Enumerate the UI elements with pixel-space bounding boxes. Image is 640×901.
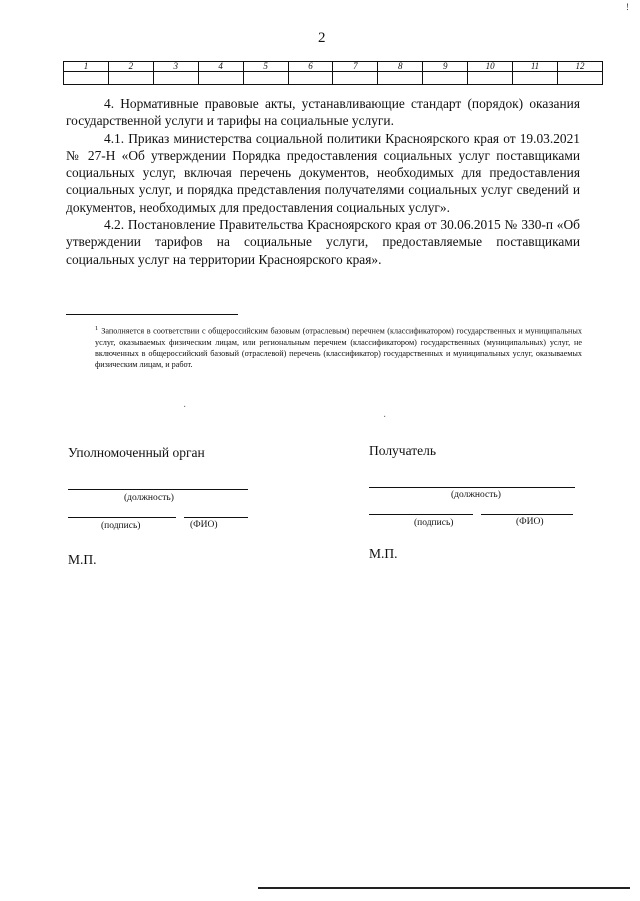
name-caption: (ФИО) [516,517,544,527]
recipient-heading: Получатель [369,443,437,458]
column-number: 10 [468,62,513,72]
column-number: 12 [557,62,602,72]
footnote [95,323,582,371]
scan-edge-line [258,887,630,889]
page-number: 2 [318,30,326,46]
footnote-text: Заполняется в соответствии с общероссийским базовым (отраслевым) перечнем (классификатором) государственных и муниципальных услуг, оказываемых физическим лицам, или региональным перечнем (классификатором) государственных (муниципальных) услуг, не включенных в общероссийский базовый (отраслевой) перечень (классификатор) государственных и муниципальных услуг, оказываемых физическим лицам, и работ. [95,326,582,370]
table-cell [557,72,602,85]
body-text [66,95,580,268]
name-line [184,517,248,518]
scan-speck: · [383,412,387,423]
table-cell [333,72,378,85]
column-number: 7 [333,62,378,72]
paragraph-order-4-1: 4.1. Приказ министерства социальной политики Красноярского края от 19.03.2021 № 27-Н «Об утверждении Порядка предоставления социальных услуг поставщиками социальных услуг, включая перечень документов, необходимых для предоставления социальных услуг, и порядка представления получателями социальных услуг сведений и документов, необходимых для предоставления социальных услуг». [66,130,580,215]
table-cell [243,72,288,85]
table-cell [288,72,333,85]
stamp-placeholder: М.П. [369,546,398,561]
column-number: 11 [513,62,558,72]
corner-mark: ! [626,2,629,12]
column-number-table [63,61,603,85]
table-cell [153,72,198,85]
signature-caption: (подпись) [414,518,454,528]
table-cell [378,72,423,85]
position-caption: (должность) [124,493,174,503]
empty-table-row [64,72,603,85]
name-caption: (ФИО) [190,520,218,530]
signature-line [369,514,473,515]
signature-caption: (подпись) [101,521,141,531]
table-cell [108,72,153,85]
column-number-row [64,62,603,72]
table-cell [64,72,109,85]
position-line [369,487,575,488]
column-number: 9 [423,62,468,72]
scan-speck: · [183,402,187,413]
column-number: 5 [243,62,288,72]
table-cell [198,72,243,85]
column-number: 4 [198,62,243,72]
signature-line [68,517,176,518]
table-cell [513,72,558,85]
column-number: 1 [64,62,109,72]
stamp-placeholder: М.П. [68,552,97,567]
footnote-separator [66,314,238,315]
position-caption: (должность) [451,490,501,500]
footnote-marker: 1 [95,325,99,332]
position-line [68,489,248,490]
paragraph-resolution-4-2: 4.2. Постановление Правительства Красноярского края от 30.06.2015 № 330-п «Об утверждении тарифов на социальные услуги, предоставляемые поставщиками социальных услуг на территории Красноярского края». [66,217,580,267]
column-number: 3 [153,62,198,72]
column-number: 6 [288,62,333,72]
table-cell [468,72,513,85]
paragraph-normative-acts: 4. Нормативные правовые акты, устанавливающие стандарт (порядок) оказания государственной услуги и тарифы на социальные услуги. [66,96,580,129]
authorized-body-heading: Уполномоченный орган [68,445,205,460]
column-number: 8 [378,62,423,72]
name-line [481,514,573,515]
column-number: 2 [108,62,153,72]
table-cell [423,72,468,85]
